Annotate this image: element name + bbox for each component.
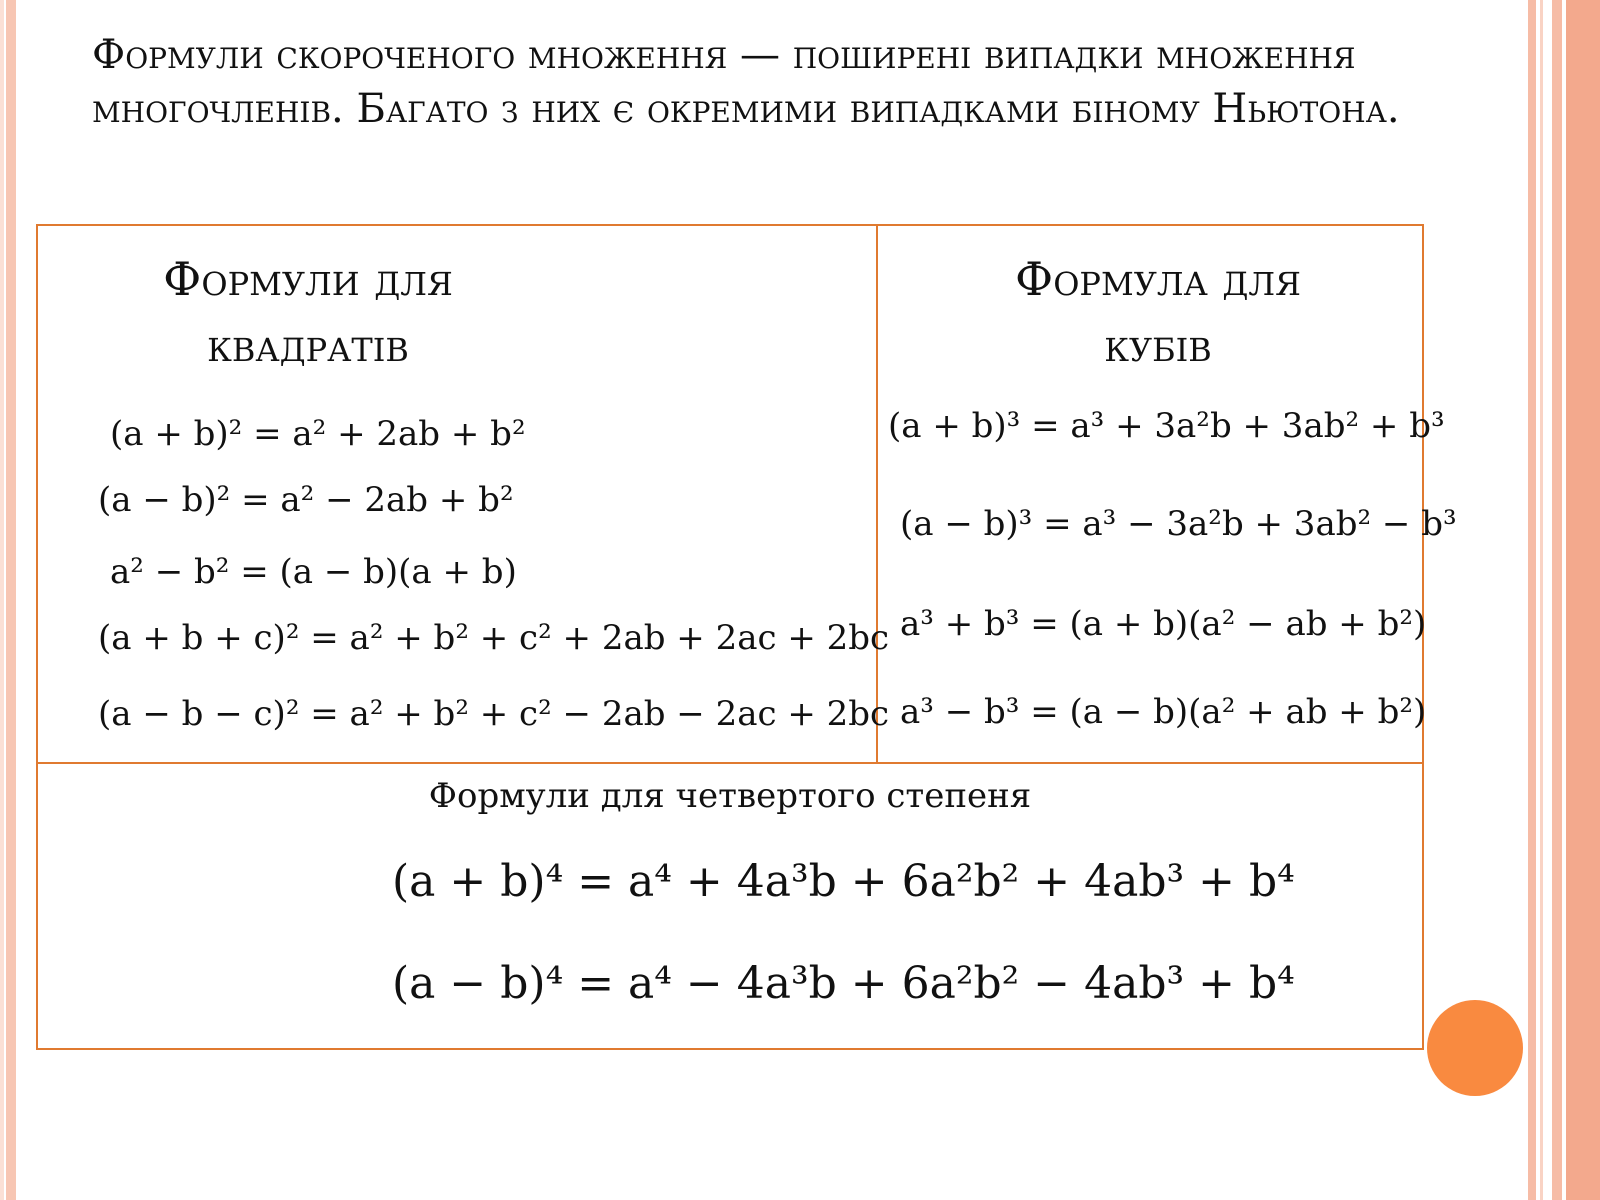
- right-decor-stripe-3: [1552, 0, 1562, 1200]
- formula-table: [36, 224, 1457, 1050]
- square-formula: (a + b + c)² = a² + b² + c² + 2ab + 2ac + 2bc: [98, 618, 890, 658]
- table-horizontal-divider: [38, 762, 1422, 764]
- square-formula: (a − b − c)² = a² + b² + c² − 2ab − 2ac + 2bc: [98, 694, 890, 734]
- right-decor-stripe-2: [1540, 0, 1543, 1200]
- square-formula: a² − b² = (a − b)(a + b): [110, 552, 517, 592]
- cubes-title: Формула для кубів: [1015, 252, 1301, 372]
- fourth-power-formula: (a + b)⁴ = a⁴ + 4a³b + 6a²b² + 4ab³ + b⁴: [392, 856, 1295, 907]
- left-decor-stripe-outer: [0, 0, 4, 1200]
- square-formula: (a − b)² = a² − 2ab + b²: [98, 480, 514, 520]
- cube-formula: a³ − b³ = (a − b)(a² + ab + b²): [900, 692, 1427, 732]
- squares-title: Формули для квадратів: [163, 252, 453, 372]
- fourth-power-formula: (a − b)⁴ = a⁴ − 4a³b + 6a²b² − 4ab³ + b⁴: [392, 958, 1295, 1009]
- right-decor-stripe-4: [1566, 0, 1600, 1200]
- intro-text: Формули скороченого множення — поширені випадки множення многочленів. Багато з них є окремими випадками біному Ньютона.: [92, 32, 1400, 132]
- fourth-power-title: Формули для четвертого степеня: [428, 776, 1032, 816]
- right-decor-stripe-1: [1528, 0, 1536, 1200]
- square-formula: (a + b)² = a² + 2ab + b²: [110, 414, 526, 454]
- cube-formula: a³ + b³ = (a + b)(a² − ab + b²): [900, 604, 1427, 644]
- decor-circle: [1427, 1000, 1523, 1096]
- cube-formula: (a − b)³ = a³ − 3a²b + 3ab² − b³: [900, 504, 1457, 544]
- cube-formula: (a + b)³ = a³ + 3a²b + 3ab² + b³: [888, 406, 1445, 446]
- left-decor-stripe: [6, 0, 16, 1200]
- table-vertical-divider: [876, 226, 878, 762]
